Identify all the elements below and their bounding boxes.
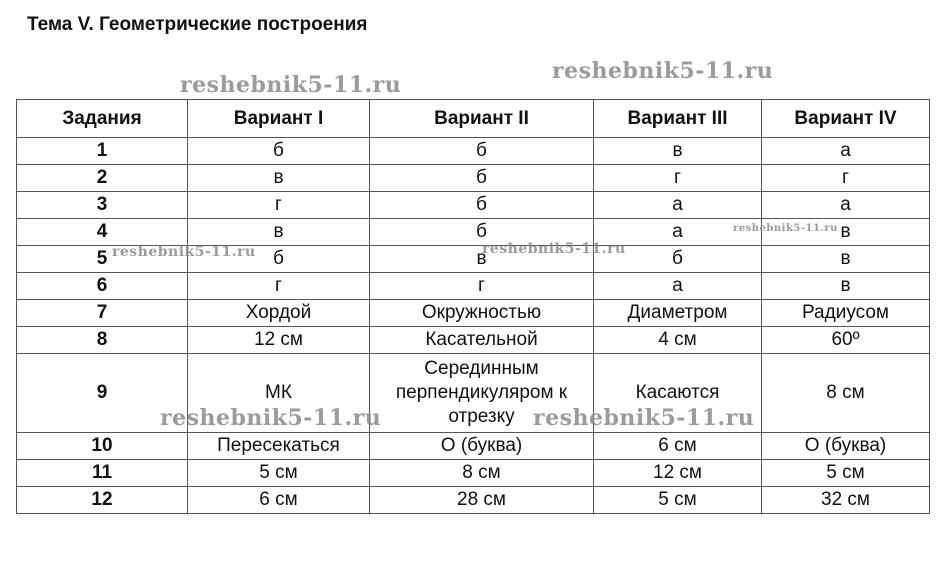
answer-cell: Окружностью <box>370 300 594 327</box>
watermark: reshebnik5-11.ru <box>552 58 774 84</box>
header-cell-variant-2: Вариант II <box>370 100 594 138</box>
answer-cell: б <box>188 246 370 273</box>
page-title: Тема V. Геометрические построения <box>27 14 368 35</box>
answer-cell: Хордой <box>188 300 370 327</box>
watermark: reshebnik5-11.ru <box>160 405 382 431</box>
header-cell-variant-3: Вариант III <box>594 100 762 138</box>
answer-cell: Серединным перпендикуляром к отрезку <box>370 354 594 433</box>
answer-cell: Касаются <box>594 354 762 433</box>
answer-cell: а <box>594 273 762 300</box>
answer-cell: 6 см <box>594 433 762 460</box>
answer-cell: 60º <box>762 327 930 354</box>
answer-cell: а <box>594 192 762 219</box>
answer-cell: б <box>594 246 762 273</box>
table-row <box>17 433 930 460</box>
table-row <box>17 246 930 273</box>
task-number-cell: 12 <box>17 487 188 514</box>
header-cell-tasks: Задания <box>17 100 188 138</box>
answer-cell: г <box>370 273 594 300</box>
task-number-cell: 8 <box>17 327 188 354</box>
answer-cell: Диаметром <box>594 300 762 327</box>
watermark: reshebnik5-11.ru <box>533 405 755 431</box>
table-body <box>17 138 930 514</box>
answer-cell: 8 см <box>370 460 594 487</box>
task-number-cell: 4 <box>17 219 188 246</box>
table-row <box>17 138 930 165</box>
answer-cell: Радиусом <box>762 300 930 327</box>
answer-cell: в <box>188 165 370 192</box>
task-number-cell: 6 <box>17 273 188 300</box>
answer-cell: О (буква) <box>370 433 594 460</box>
answer-cell: а <box>594 219 762 246</box>
answer-cell: 4 см <box>594 327 762 354</box>
answer-cell: 28 см <box>370 487 594 514</box>
answer-cell: б <box>370 165 594 192</box>
task-number-cell: 1 <box>17 138 188 165</box>
table-row <box>17 327 930 354</box>
answer-cell: г <box>188 273 370 300</box>
answer-cell: г <box>762 165 930 192</box>
answer-cell: в <box>762 273 930 300</box>
answer-cell: а <box>762 192 930 219</box>
watermark: reshebnik5-11.ru <box>482 241 626 257</box>
answer-cell: в <box>370 246 594 273</box>
answer-cell: в <box>762 246 930 273</box>
answer-cell: в <box>594 138 762 165</box>
answer-cell: б <box>188 138 370 165</box>
task-number-cell: 9 <box>17 354 188 433</box>
answer-cell: 12 см <box>188 327 370 354</box>
answer-cell: г <box>594 165 762 192</box>
table-row <box>17 354 930 433</box>
answer-cell: О (буква) <box>762 433 930 460</box>
table-row <box>17 192 930 219</box>
watermark: reshebnik5-11.ru <box>733 223 838 234</box>
table-row <box>17 487 930 514</box>
header-cell-variant-4: Вариант IV <box>762 100 930 138</box>
answer-cell: Касательной <box>370 327 594 354</box>
header-row <box>17 100 930 138</box>
answer-cell: а <box>762 138 930 165</box>
task-number-cell: 11 <box>17 460 188 487</box>
table-row <box>17 219 930 246</box>
task-number-cell: 2 <box>17 165 188 192</box>
answer-cell: 6 см <box>188 487 370 514</box>
watermark: reshebnik5-11.ru <box>180 72 402 98</box>
answer-cell: 8 см <box>762 354 930 433</box>
answer-cell: 5 см <box>762 460 930 487</box>
table-row <box>17 273 930 300</box>
table-row <box>17 460 930 487</box>
answers-table <box>16 99 930 514</box>
task-number-cell: 3 <box>17 192 188 219</box>
answer-cell: б <box>370 219 594 246</box>
task-number-cell: 5 <box>17 246 188 273</box>
answer-cell: Пересекаться <box>188 433 370 460</box>
task-number-cell: 10 <box>17 433 188 460</box>
answer-cell: г <box>188 192 370 219</box>
answer-cell: б <box>370 138 594 165</box>
answer-cell: б <box>370 192 594 219</box>
answer-cell: 5 см <box>594 487 762 514</box>
answer-cell: в <box>762 219 930 246</box>
answer-cell: 5 см <box>188 460 370 487</box>
table-row <box>17 165 930 192</box>
answer-cell: 32 см <box>762 487 930 514</box>
watermark: reshebnik5-11.ru <box>112 244 256 260</box>
task-number-cell: 7 <box>17 300 188 327</box>
table-row <box>17 300 930 327</box>
header-cell-variant-1: Вариант I <box>188 100 370 138</box>
answer-cell: 12 см <box>594 460 762 487</box>
answer-cell: МК <box>188 354 370 433</box>
answer-cell: в <box>188 219 370 246</box>
